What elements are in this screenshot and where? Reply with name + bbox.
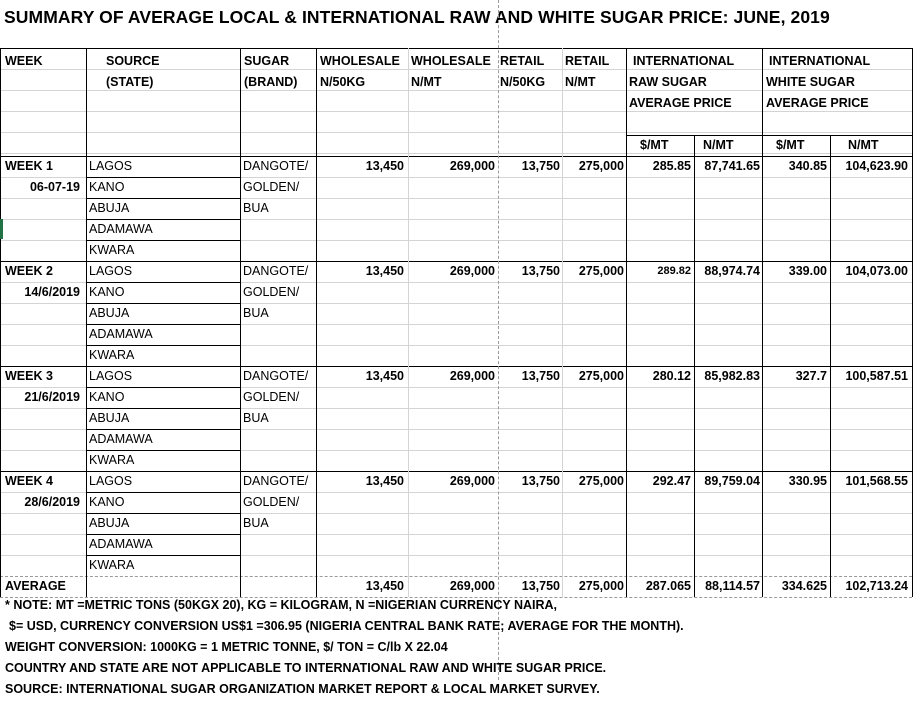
- header-retail-mt: RETAIL: [565, 54, 610, 68]
- white-usd-value: 330.95: [788, 474, 827, 488]
- note-line-5: SOURCE: INTERNATIONAL SUGAR ORGANIZATION MARKET REPORT & LOCAL MARKET SURVEY.: [5, 682, 600, 696]
- average-wholesale-50kg: 13,450: [365, 579, 404, 593]
- state-name: KANO: [89, 285, 125, 299]
- sugar-brand: GOLDEN/: [243, 285, 300, 299]
- gridline: [0, 303, 86, 304]
- note-line-3: WEIGHT CONVERSION: 1000KG = 1 METRIC TONNE, $/ TON = C/lb X 22.04: [5, 640, 448, 654]
- gridline: [240, 513, 912, 514]
- white-usd-value: 327.7: [795, 369, 827, 383]
- average-wholesale-mt: 269,000: [449, 579, 495, 593]
- column-border: [762, 48, 763, 597]
- row-border: [86, 492, 240, 493]
- header-intl-white-sub2: AVERAGE PRICE: [766, 96, 869, 110]
- state-name: ADAMAWA: [89, 222, 153, 236]
- gridline: [0, 324, 86, 325]
- row-border: [86, 303, 240, 304]
- wholesale-50kg-value: 13,450: [365, 474, 404, 488]
- white-ngn-value: 104,623.90: [845, 159, 908, 173]
- wholesale-50kg-value: 13,450: [365, 264, 404, 278]
- gridline: [240, 282, 912, 283]
- row-border: [86, 240, 240, 241]
- gridline: [240, 408, 912, 409]
- white-ngn-value: 104,073.00: [845, 264, 908, 278]
- gridline: [0, 69, 912, 70]
- average-white-usd: 334.625: [781, 579, 827, 593]
- header-raw-ngn: N/MT: [703, 138, 734, 152]
- row-border: [86, 555, 240, 556]
- retail-mt-value: 275,000: [578, 474, 624, 488]
- gridline: [240, 240, 912, 241]
- header-sugar-sub: (BRAND): [244, 75, 298, 89]
- header-intl-raw-sub: RAW SUGAR: [629, 75, 707, 89]
- column-border: [626, 48, 627, 597]
- week-block-border: [0, 471, 912, 472]
- retail-mt-value: 275,000: [578, 264, 624, 278]
- sugar-brand: BUA: [243, 201, 269, 215]
- week-date: 14/6/2019: [24, 285, 80, 299]
- average-white-ngn: 102,713.24: [845, 579, 908, 593]
- average-raw-usd: 287.065: [645, 579, 691, 593]
- header-source: SOURCE: [106, 54, 160, 68]
- gridline: [0, 219, 86, 220]
- active-cell-marker: [0, 219, 3, 239]
- column-border: [912, 48, 913, 597]
- wholesale-mt-value: 269,000: [449, 264, 495, 278]
- header-bottom-border: [0, 156, 912, 157]
- gridline: [0, 240, 86, 241]
- header-top-border: [0, 48, 912, 49]
- gridline: [240, 492, 912, 493]
- state-name: LAGOS: [89, 264, 133, 278]
- raw-ngn-value: 89,759.04: [704, 474, 760, 488]
- row-border: [86, 429, 240, 430]
- column-border: [316, 48, 317, 597]
- raw-usd-value: 285.85: [652, 159, 691, 173]
- white-ngn-value: 101,568.55: [845, 474, 908, 488]
- retail-50kg-value: 13,750: [521, 369, 560, 383]
- white-usd-value: 339.00: [788, 264, 827, 278]
- column-border: [830, 135, 831, 597]
- row-border: [86, 513, 240, 514]
- column-gridline: [562, 48, 563, 597]
- header-intl-raw-sub2: AVERAGE PRICE: [629, 96, 732, 110]
- state-name: KANO: [89, 180, 125, 194]
- state-name: KWARA: [89, 453, 135, 467]
- gridline: [0, 555, 86, 556]
- row-border: [86, 198, 240, 199]
- state-name: ABUJA: [89, 306, 130, 320]
- sugar-brand: DANGOTE/: [243, 369, 309, 383]
- retail-50kg-value: 13,750: [521, 474, 560, 488]
- week-date: 06-07-19: [29, 180, 80, 194]
- row-border: [86, 408, 240, 409]
- page-break-line: [498, 0, 499, 680]
- header-week: WEEK: [5, 54, 43, 68]
- state-name: KANO: [89, 495, 125, 509]
- state-name: KANO: [89, 390, 125, 404]
- header-intl-white: INTERNATIONAL: [769, 54, 871, 68]
- gridline: [0, 153, 912, 154]
- gridline: [0, 492, 86, 493]
- header-wholesale-mt-sub: N/MT: [411, 75, 442, 89]
- raw-usd-value: 280.12: [652, 369, 691, 383]
- header-retail-50kg: RETAIL: [500, 54, 545, 68]
- header-intl-white-sub: WHITE SUGAR: [766, 75, 855, 89]
- gridline: [240, 555, 912, 556]
- note-line-1: * NOTE: MT =METRIC TONS (50KGX 20), KG = KILOGRAM, N =NIGERIAN CURRENCY NAIRA,: [5, 598, 558, 612]
- raw-usd-value: 289.82: [657, 265, 691, 277]
- gridline: [0, 534, 86, 535]
- average-label: AVERAGE: [5, 579, 66, 593]
- white-usd-value: 340.85: [788, 159, 827, 173]
- gridline: [0, 90, 912, 91]
- sugar-brand: DANGOTE/: [243, 264, 309, 278]
- week-label: WEEK 3: [5, 369, 53, 383]
- week-label: WEEK 2: [5, 264, 53, 278]
- header-retail-mt-sub: N/MT: [565, 75, 596, 89]
- state-name: ABUJA: [89, 201, 130, 215]
- average-retail-50kg: 13,750: [521, 579, 560, 593]
- gridline: [240, 198, 912, 199]
- week-block-border: [0, 366, 912, 367]
- retail-mt-value: 275,000: [578, 159, 624, 173]
- week-label: WEEK 4: [5, 474, 53, 488]
- white-ngn-value: 100,587.51: [845, 369, 908, 383]
- week-block-border: [0, 261, 912, 262]
- gridline: [0, 282, 86, 283]
- average-retail-mt: 275,000: [578, 579, 624, 593]
- column-border: [0, 48, 1, 597]
- column-gridline: [408, 48, 409, 597]
- state-name: ABUJA: [89, 411, 130, 425]
- header-white-ngn: N/MT: [848, 138, 879, 152]
- subheader-border: [626, 135, 912, 136]
- gridline: [240, 534, 912, 535]
- sugar-brand: BUA: [243, 411, 269, 425]
- column-border: [694, 135, 695, 597]
- note-line-4: COUNTRY AND STATE ARE NOT APPLICABLE TO INTERNATIONAL RAW AND WHITE SUGAR PRICE.: [5, 661, 607, 675]
- state-name: KWARA: [89, 348, 135, 362]
- header-source-sub: (STATE): [106, 75, 154, 89]
- sugar-brand: GOLDEN/: [243, 390, 300, 404]
- column-border: [240, 48, 241, 597]
- raw-ngn-value: 87,741.65: [704, 159, 760, 173]
- wholesale-mt-value: 269,000: [449, 159, 495, 173]
- header-intl-raw: INTERNATIONAL: [633, 54, 735, 68]
- sugar-brand: BUA: [243, 306, 269, 320]
- header-raw-usd: $/MT: [640, 138, 669, 152]
- gridline: [240, 219, 912, 220]
- row-border: [86, 324, 240, 325]
- note-line-2: $= USD, CURRENCY CONVERSION US$1 =306.95 (NIGERIA CENTRAL BANK RATE; AVERAGE FOR THE MONTH).: [9, 619, 684, 633]
- row-border: [86, 177, 240, 178]
- sugar-brand: DANGOTE/: [243, 474, 309, 488]
- header-sugar: SUGAR: [244, 54, 290, 68]
- row-border: [86, 219, 240, 220]
- average-top-border: [0, 576, 912, 577]
- state-name: ADAMAWA: [89, 432, 153, 446]
- raw-usd-value: 292.47: [652, 474, 691, 488]
- column-border: [86, 48, 87, 597]
- gridline: [240, 177, 912, 178]
- gridline: [240, 345, 912, 346]
- gridline: [0, 132, 912, 133]
- gridline: [240, 303, 912, 304]
- state-name: LAGOS: [89, 474, 133, 488]
- state-name: ADAMAWA: [89, 327, 153, 341]
- gridline: [0, 450, 86, 451]
- gridline: [0, 177, 86, 178]
- state-name: ABUJA: [89, 516, 130, 530]
- wholesale-50kg-value: 13,450: [365, 159, 404, 173]
- retail-50kg-value: 13,750: [521, 264, 560, 278]
- week-date: 28/6/2019: [24, 495, 80, 509]
- state-name: KWARA: [89, 558, 135, 572]
- gridline: [0, 429, 86, 430]
- header-wholesale-mt: WHOLESALE: [411, 54, 491, 68]
- wholesale-mt-value: 269,000: [449, 369, 495, 383]
- header-wholesale-50kg-sub: N/50KG: [320, 75, 366, 89]
- gridline: [240, 450, 912, 451]
- gridline: [240, 429, 912, 430]
- row-border: [86, 534, 240, 535]
- state-name: LAGOS: [89, 159, 133, 173]
- sugar-brand: BUA: [243, 516, 269, 530]
- header-wholesale-50kg: WHOLESALE: [320, 54, 400, 68]
- week-label: WEEK 1: [5, 159, 53, 173]
- gridline: [240, 387, 912, 388]
- retail-50kg-value: 13,750: [521, 159, 560, 173]
- average-raw-ngn: 88,114.57: [705, 579, 760, 593]
- wholesale-mt-value: 269,000: [449, 474, 495, 488]
- gridline: [0, 345, 86, 346]
- row-border: [86, 345, 240, 346]
- week-date: 21/6/2019: [24, 390, 80, 404]
- retail-mt-value: 275,000: [578, 369, 624, 383]
- gridline: [0, 198, 86, 199]
- state-name: ADAMAWA: [89, 537, 153, 551]
- row-border: [86, 450, 240, 451]
- gridline: [0, 408, 86, 409]
- row-border: [86, 387, 240, 388]
- sugar-brand: GOLDEN/: [243, 495, 300, 509]
- header-retail-50kg-sub: N/50KG: [500, 75, 546, 89]
- state-name: KWARA: [89, 243, 135, 257]
- gridline: [240, 324, 912, 325]
- raw-ngn-value: 85,982.83: [704, 369, 760, 383]
- raw-ngn-value: 88,974.74: [704, 264, 760, 278]
- wholesale-50kg-value: 13,450: [365, 369, 404, 383]
- gridline: [0, 111, 912, 112]
- gridline: [0, 387, 86, 388]
- gridline: [0, 513, 86, 514]
- row-border: [86, 282, 240, 283]
- header-white-usd: $/MT: [776, 138, 805, 152]
- state-name: LAGOS: [89, 369, 133, 383]
- sugar-brand: GOLDEN/: [243, 180, 300, 194]
- sugar-brand: DANGOTE/: [243, 159, 309, 173]
- page-title: SUMMARY OF AVERAGE LOCAL & INTERNATIONAL RAW AND WHITE SUGAR PRICE: JUNE, 2019: [4, 7, 830, 27]
